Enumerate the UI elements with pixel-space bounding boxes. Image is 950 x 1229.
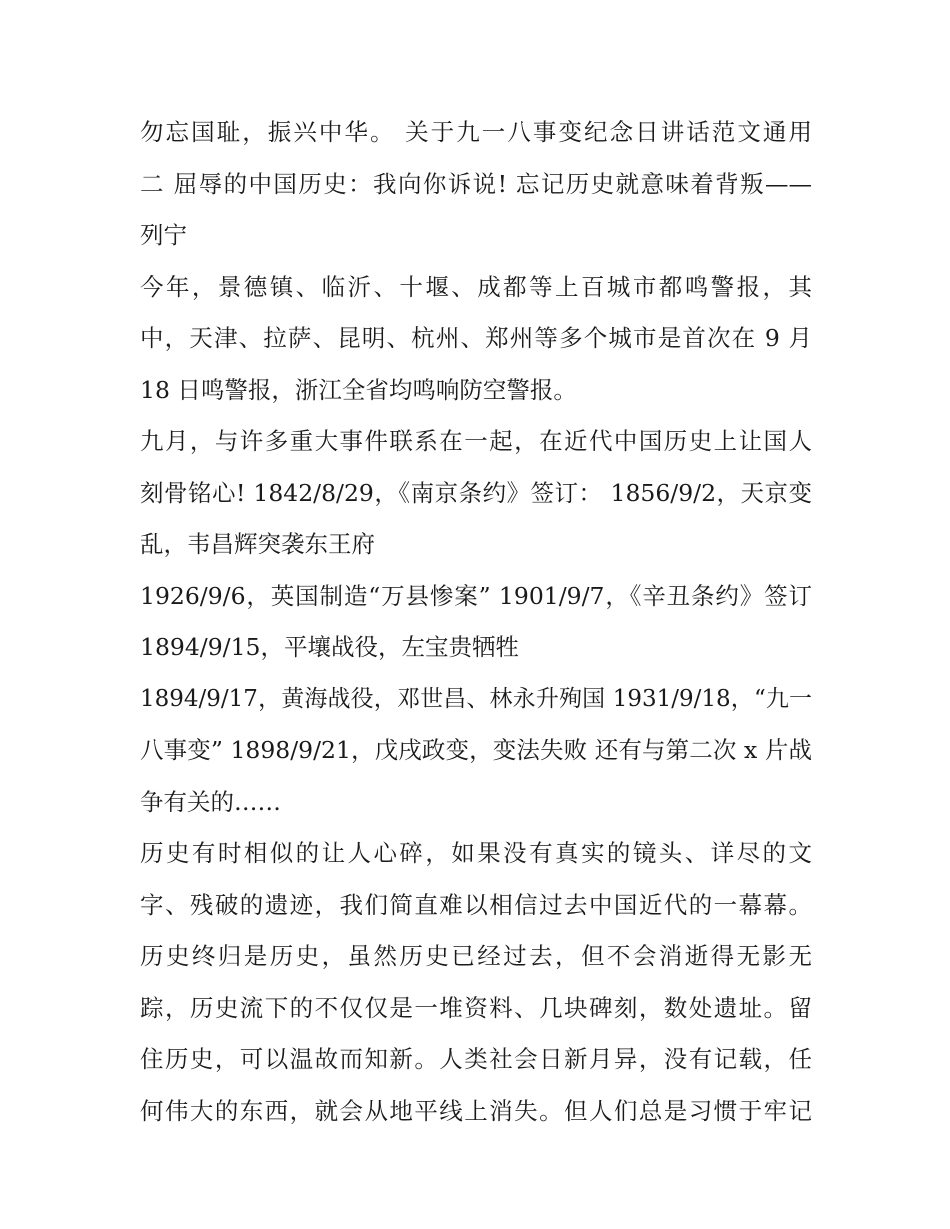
- text-line: 18 日鸣警报，浙江全省均鸣响防空警报。: [140, 375, 577, 404]
- text-line: 住历史，可以温故而知新。人类社会日新月异，没有记载，任: [140, 1045, 812, 1073]
- text-line: 今年，景德镇、临沂、十堰、成都等上百城市都鸣警报，其: [140, 272, 812, 301]
- text-line: 八事变” 1898/9/21，戊戌政变，变法失败 还有与第二次 x 片战: [140, 736, 812, 764]
- text-line: 1894/9/17，黄海战役，邓世昌、林永升殉国 1931/9/18，“九一: [140, 685, 812, 712]
- text-line: 历史终归是历史，虽然历史已经过去，但不会消逝得无影无: [140, 942, 812, 970]
- text-line: 1894/9/15，平壤战役，左宝贵牺牲: [140, 633, 519, 661]
- document-body: [140, 107, 812, 1137]
- text-line: 历史有时相似的让人心碎，如果没有真实的镜头、详尽的文: [140, 839, 812, 867]
- text-line: 九月，与许多重大事件联系在一起，在近代中国历史上让国人: [140, 427, 812, 455]
- text-line: 中，天津、拉萨、昆明、杭州、郑州等多个城市是首次在 9 月: [140, 324, 812, 352]
- text-line: 乱，韦昌辉突袭东王府: [140, 530, 375, 558]
- text-line: 列宁: [140, 221, 187, 249]
- text-line: 何伟大的东西，就会从地平线上消失。但人们总是习惯于牢记: [140, 1096, 812, 1125]
- text-line: 二 屈辱的中国历史：我向你诉说! 忘记历史就意味着背叛——: [140, 169, 812, 198]
- text-line: 勿忘国耻，振兴中华。 关于九一八事变纪念日讲话范文通用: [140, 118, 812, 146]
- text-line: 争有关的……: [140, 787, 281, 816]
- text-line: 1926/9/6，英国制造“万县惨案” 1901/9/7，《辛丑条约》签订: [140, 581, 812, 610]
- text-line: 刻骨铭心! 1842/8/29，《南京条约》签订： 1856/9/2，天京变: [140, 478, 812, 507]
- text-line: 字、残破的遗迹，我们简直难以相信过去中国近代的一幕幕。: [140, 890, 812, 919]
- text-line: 踪，历史流下的不仅仅是一堆资料、几块碑刻，数处遗址。留: [140, 993, 812, 1022]
